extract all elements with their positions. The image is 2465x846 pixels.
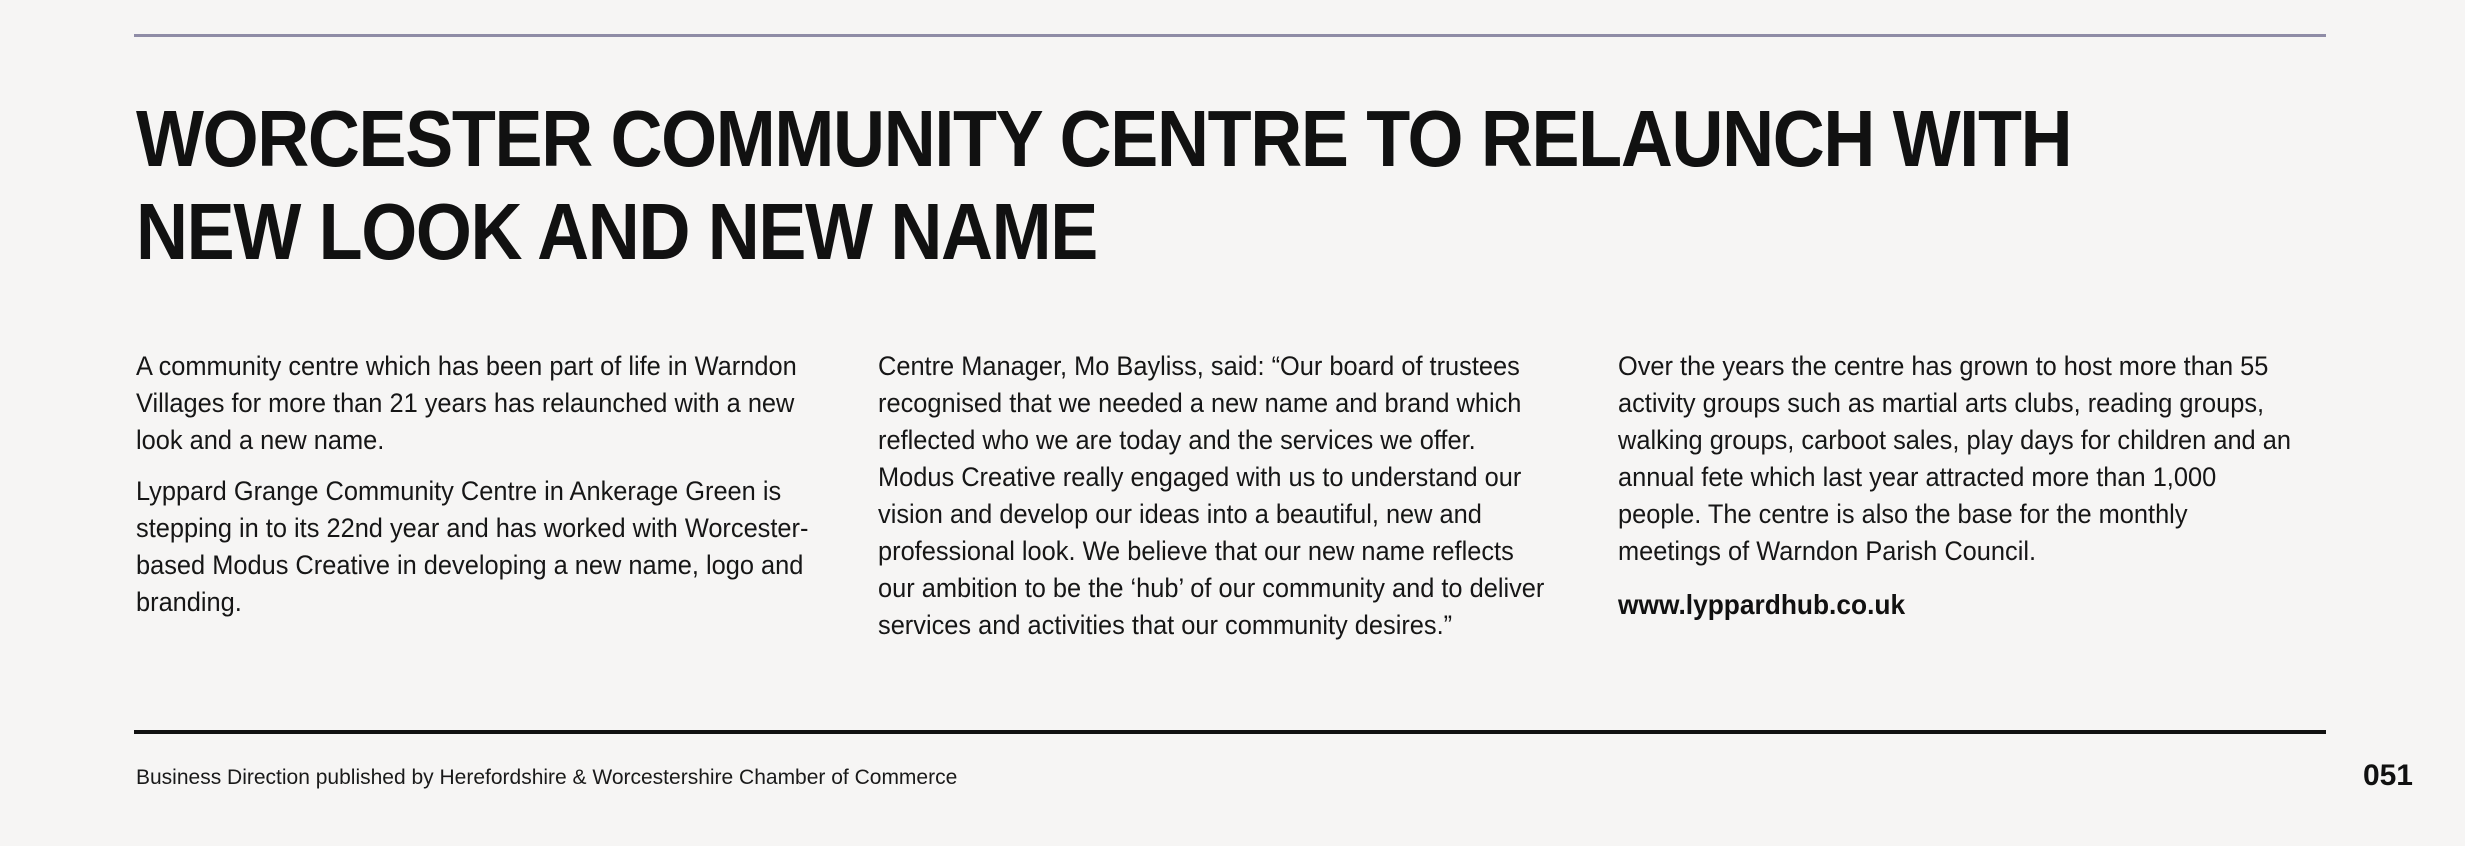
footer-divider: [134, 730, 2326, 734]
column-2-paragraph-1: Centre Manager, Mo Bayliss, said: “Our board of trustees recognised that we needed a new name and brand which reflected who we are today and the services we offer. Modus Creative really engaged with us to understand our vision and develop our ideas into a beautiful, new and professional look. We believe that our new name reflects our ambition to be the ‘hub’ of our community and to deliver services and activities that our community desires.”: [878, 351, 1545, 640]
top-divider: [134, 34, 2326, 37]
page-number: 051: [2362, 759, 2413, 792]
article-headline: WORCESTER COMMUNITY CENTRE TO RELAUNCH WITH NEW LOOK AND NEW NAME: [136, 94, 2072, 276]
article-column-1: [136, 348, 813, 635]
column-1-paragraph-1: A community centre which has been part of life in Warndon Villages for more than 21 years has relaunched with a new look and a new name.: [136, 351, 797, 455]
website-link[interactable]: www.lyppardhub.co.uk: [1618, 589, 1906, 620]
column-1-paragraph-2: Lyppard Grange Community Centre in Ankerage Green is stepping in to its 22nd year and has worked with Worcester-based Modus Creative in developing a new name, logo and branding.: [136, 476, 809, 617]
column-3-paragraph-1: Over the years the centre has grown to host more than 55 activity groups such as martial arts clubs, reading groups, walking groups, carboot sales, play days for children and an annual fete which last year attracted more than 1,000 people. The centre is also the base for the monthly meetings of Warndon Parish Council.: [1618, 351, 2291, 566]
publication-credit: Business Direction published by Herefordshire & Worcestershire Chamber of Commerce: [136, 766, 958, 789]
article-column-3: [1618, 348, 2295, 624]
article-column-2: [878, 348, 1555, 658]
